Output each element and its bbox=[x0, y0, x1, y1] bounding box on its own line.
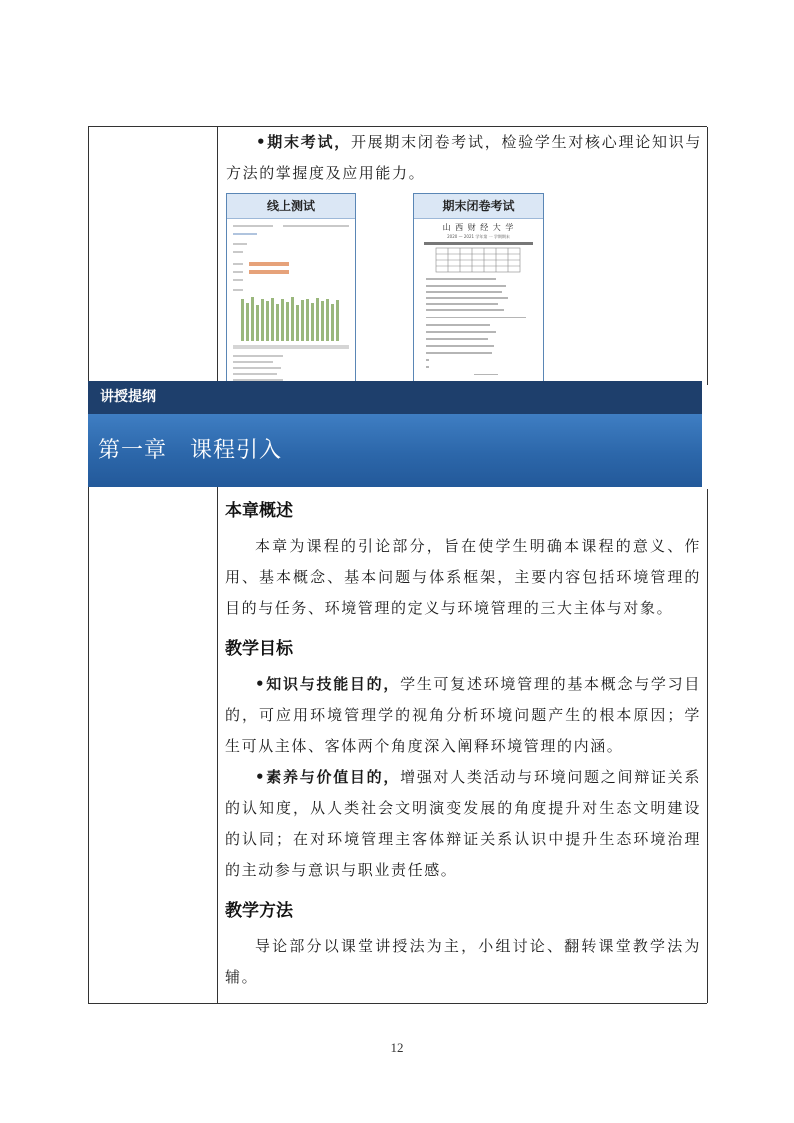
chapter-title-band bbox=[88, 414, 702, 487]
final-exam-paragraph bbox=[226, 127, 702, 189]
chapter-content bbox=[225, 500, 701, 993]
outline-header-bar bbox=[88, 381, 702, 414]
goal-text: 增强对人类活动与环境问题之间辩证关系的认知度，从人类社会文明演变发展的角度提升对生态文明建设的认同；在对环境管理主客体辩证关系认识中提升生态环境治理的主动参与意识与职业责任感。 bbox=[225, 768, 701, 879]
bullet: • bbox=[255, 675, 267, 693]
methods-heading: 教学方法 bbox=[225, 901, 293, 921]
goal-label: 素养与价值目的， bbox=[266, 768, 401, 786]
online-test-title: 线上测试 bbox=[227, 194, 355, 219]
methods-paragraph: 导论部分以课堂讲授法为主，小组讨论、翻转课堂教学法为辅。 bbox=[225, 937, 701, 986]
page-number: 12 bbox=[390, 1040, 404, 1055]
online-test-figure bbox=[226, 193, 356, 385]
exam-figures bbox=[226, 193, 702, 389]
upper-cell-content bbox=[226, 127, 702, 389]
chapter-title: 第一章 课程引入 bbox=[98, 438, 283, 463]
final-exam-label: 期末考试， bbox=[267, 133, 351, 151]
table-right-border-lower bbox=[707, 489, 708, 1003]
final-exam-figure bbox=[413, 193, 544, 385]
goal-text: 学生可复述环境管理的基本概念与学习目的，可应用环境管理学的视角分析环境问题产生的根本原因；学生可从主体、客体两个角度深入阐释环境管理的内涵。 bbox=[225, 675, 701, 755]
goals-heading: 教学目标 bbox=[225, 639, 293, 659]
table-right-border bbox=[707, 127, 708, 385]
final-exam-figure-title: 期末闭卷考试 bbox=[414, 194, 543, 219]
exam-school-name: 山 西 财 经 大 学 bbox=[442, 223, 515, 232]
online-test-thumbnail bbox=[227, 219, 355, 384]
goal-label: 知识与技能目的， bbox=[266, 675, 401, 693]
exam-semester: 2020 — 2021 学年第 一 学期期末 bbox=[447, 234, 510, 239]
bullet: • bbox=[256, 133, 268, 151]
column-divider bbox=[217, 127, 218, 1003]
exam-paper-thumbnail bbox=[414, 219, 543, 384]
outline-label: 讲授提纲 bbox=[100, 389, 156, 405]
overview-paragraph: 本章为课程的引论部分，旨在使学生明确本课程的意义、作用、基本概念、基本问题与体系框架，主要内容包括环境管理的目的与任务、环境管理的定义与环境管理的三大主体与对象。 bbox=[225, 537, 701, 617]
final-exam-text: 开展期末闭卷考试，检验学生对核心理论知识与方法的掌握度及应用能力。 bbox=[226, 133, 702, 182]
goal-item-values bbox=[225, 762, 701, 886]
overview-heading: 本章概述 bbox=[225, 501, 293, 521]
goal-item-knowledge bbox=[225, 669, 701, 762]
bullet: • bbox=[255, 768, 267, 786]
